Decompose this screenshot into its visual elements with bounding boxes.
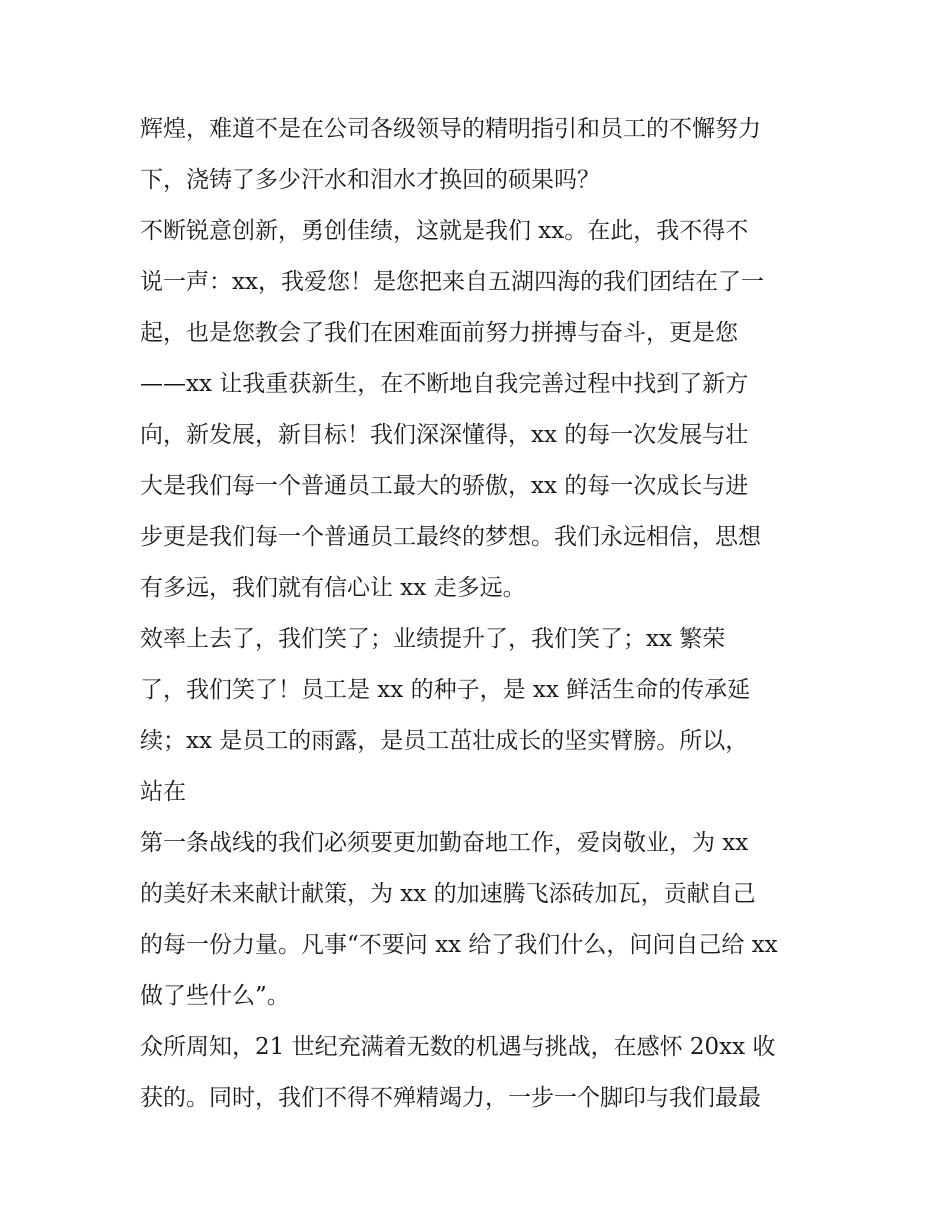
text-line: 的美好未来献计献策，为 xx 的加速腾飞添砖加瓦，贡献自己 bbox=[140, 881, 756, 907]
text-line: 下，浇铸了多少汗水和泪水才换回的硕果吗？ bbox=[140, 167, 600, 193]
text-line: 众所周知，21 世纪充满着无数的机遇与挑战，在感怀 20xx 收 bbox=[140, 1034, 776, 1060]
text-line: 有多远，我们就有信心让 xx 走多远。 bbox=[140, 575, 526, 601]
text-line: 步更是我们每一个普通员工最终的梦想。我们永远相信，思想 bbox=[140, 524, 761, 550]
document-body bbox=[140, 104, 820, 1124]
text-line: 的每一份力量。凡事“不要问 xx 给了我们什么，问问自己给 xx bbox=[140, 932, 778, 958]
text-line: 获的。同时，我们不得不殚精竭力，一步一个脚印与我们最最 bbox=[140, 1085, 761, 1111]
text-line: 效率上去了，我们笑了；业绩提升了，我们笑了；xx 繁荣 bbox=[140, 626, 726, 652]
text-line: 第一条战线的我们必须要更加勤奋地工作，爱岗敬业，为 xx bbox=[140, 830, 749, 856]
text-line: 说一声：xx，我爱您！是您把来自五湖四海的我们团结在了一 bbox=[140, 269, 764, 295]
text-line: 大是我们每一个普通员工最大的骄傲，xx 的每一次成长与进 bbox=[140, 473, 749, 499]
text-line: 不断锐意创新，勇创佳绩，这就是我们 xx。在此，我不得不 bbox=[140, 218, 749, 244]
text-line: 续；xx 是员工的雨露，是员工茁壮成长的坚实臂膀。所以， bbox=[140, 728, 749, 754]
text-line: ——xx 让我重获新生，在不断地自我完善过程中找到了新方 bbox=[140, 371, 749, 397]
text-line: 向，新发展，新目标！我们深深懂得，xx 的每一次发展与壮 bbox=[140, 422, 749, 448]
text-line: 了，我们笑了！员工是 xx 的种子，是 xx 鲜活生命的传承延 bbox=[140, 677, 751, 703]
text-line: 起，也是您教会了我们在困难面前努力拼搏与奋斗，更是您 bbox=[140, 320, 738, 346]
text-line: 做了些什么”。 bbox=[140, 983, 290, 1009]
text-line: 辉煌，难道不是在公司各级领导的精明指引和员工的不懈努力 bbox=[140, 116, 761, 142]
text-line: 站在 bbox=[140, 779, 186, 805]
